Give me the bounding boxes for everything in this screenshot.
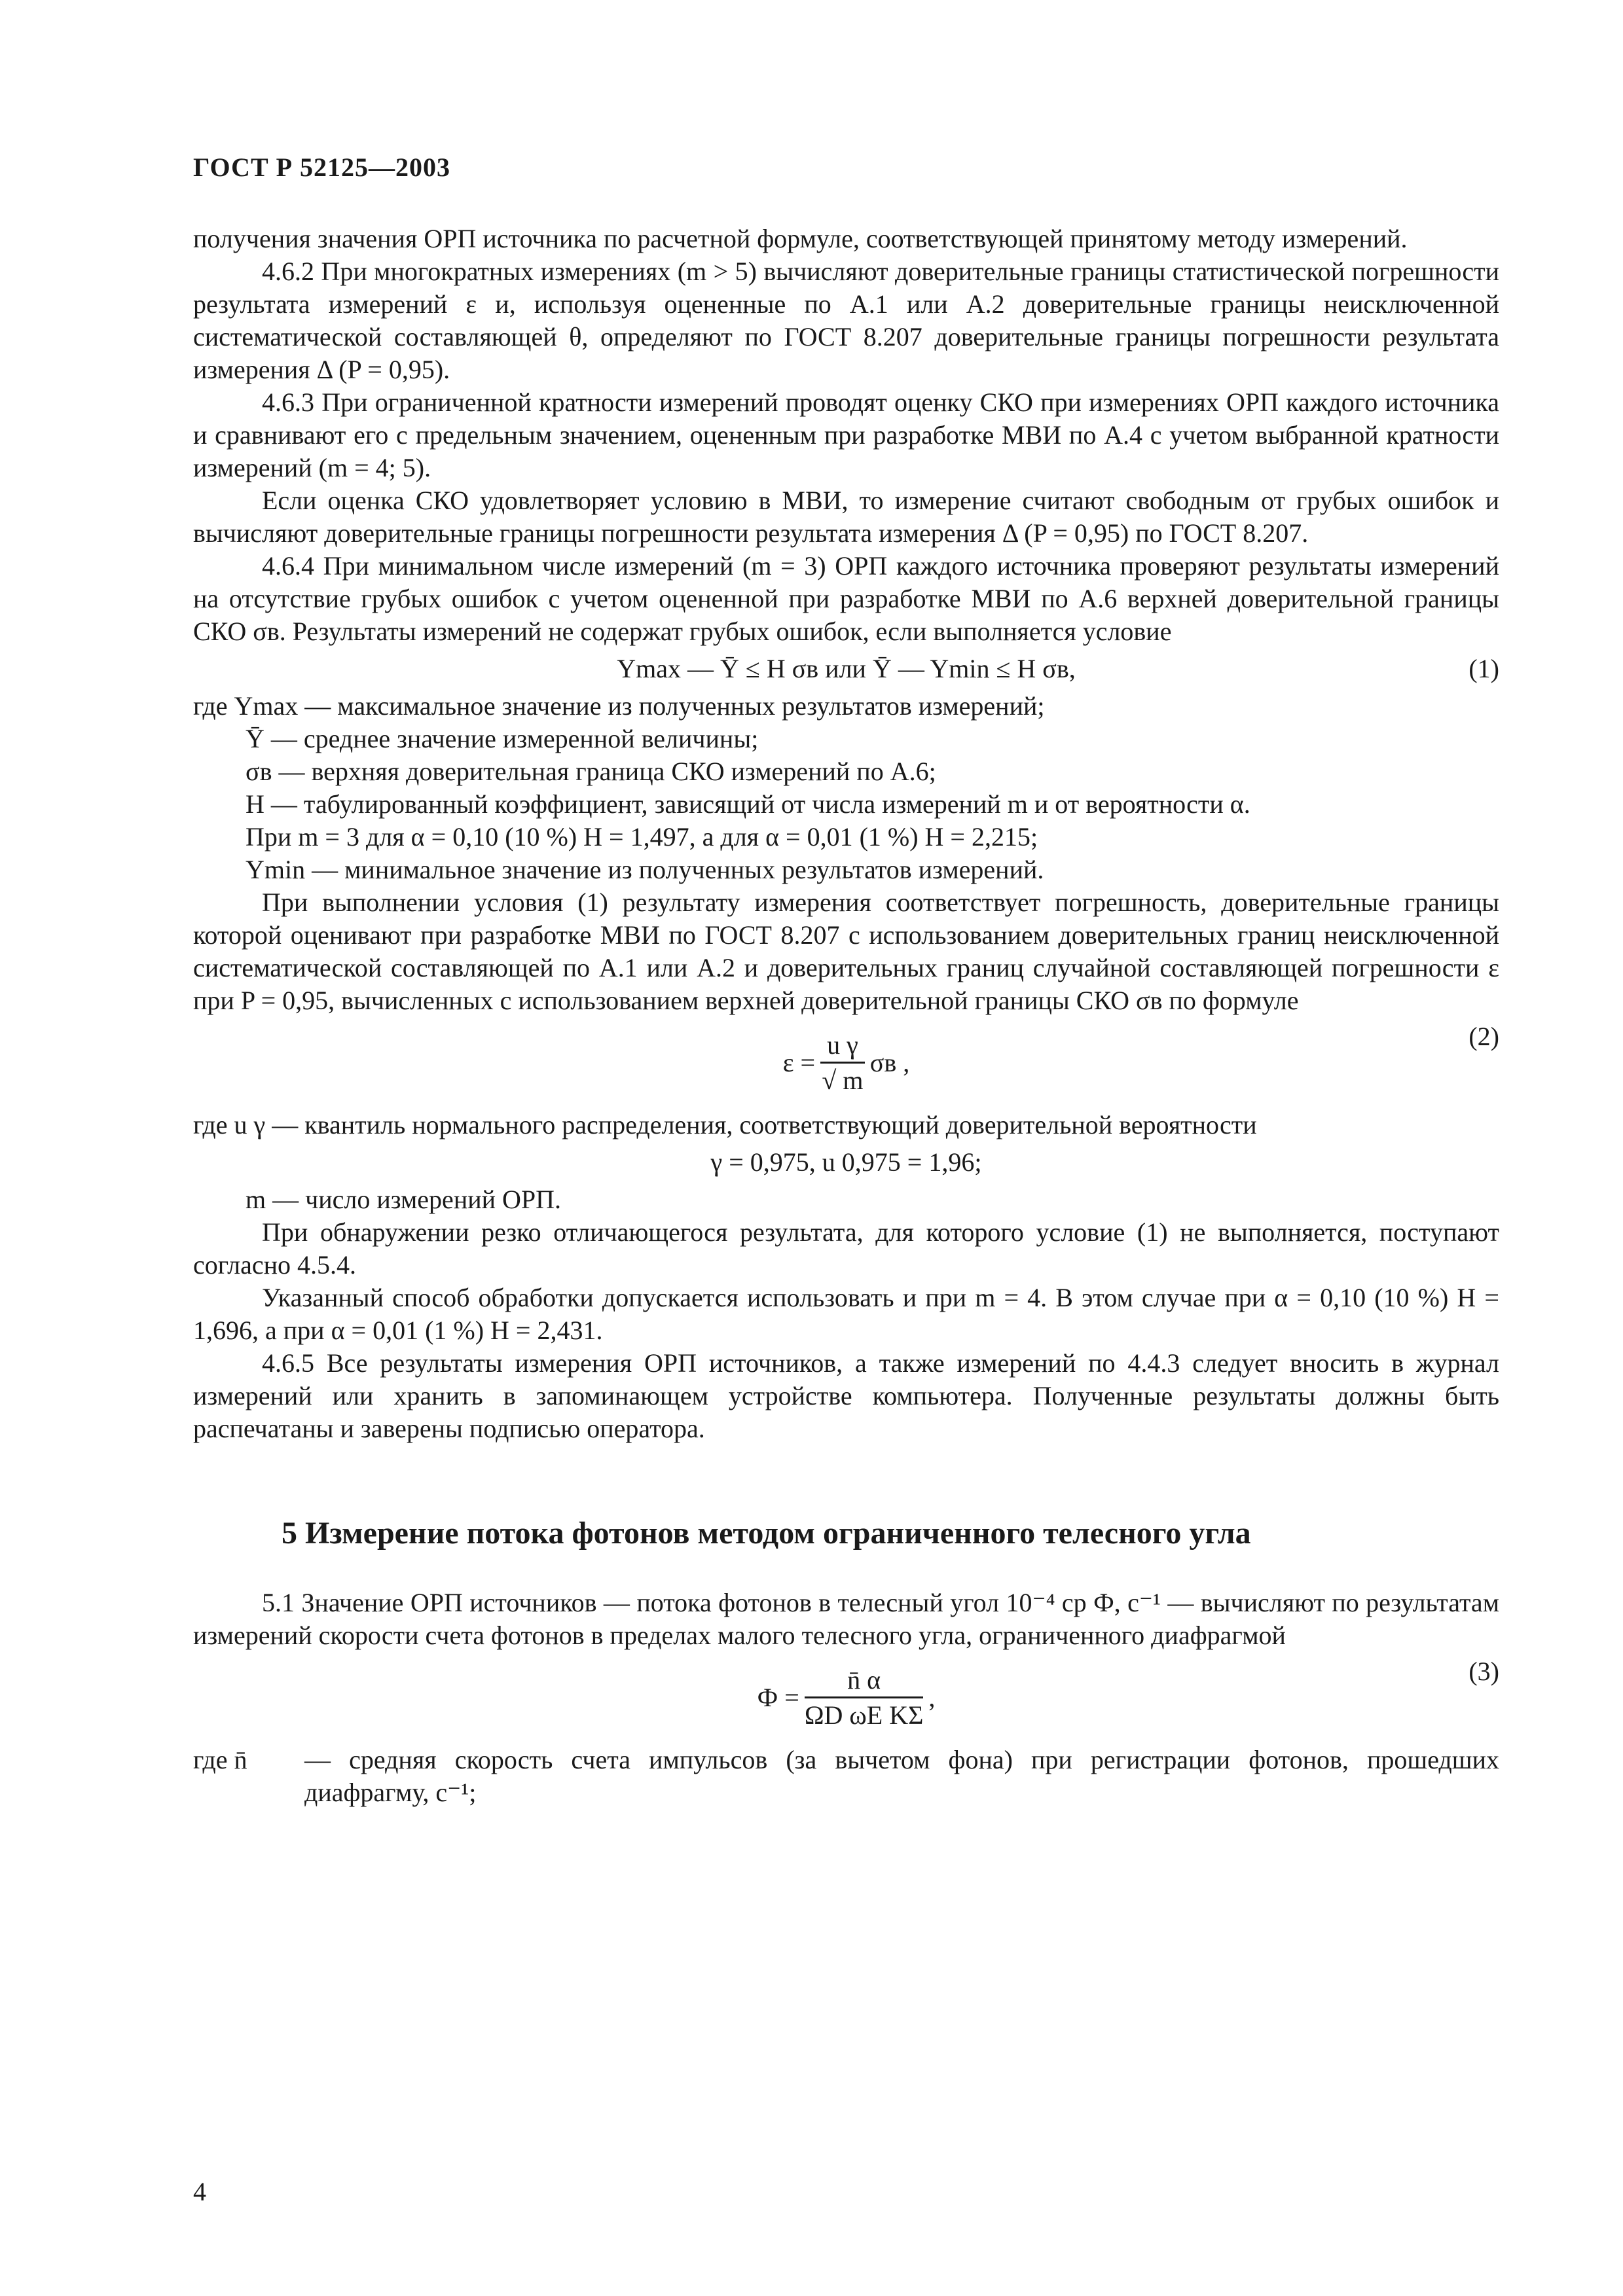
where-text: — средняя скорость счета импульсов (за вычетом фона) при регистрации фотонов, прошедших диафрагму, с⁻¹; [304, 1745, 1499, 1807]
formula-2-numerator: u γ [820, 1029, 865, 1064]
formula-3-numerator: n̄ α [805, 1664, 924, 1698]
formula-3-tail: , [928, 1683, 936, 1712]
paragraph: получения значения ОРП источника по расчетной формуле, соответствующей принятому методу измерений. [193, 224, 1408, 253]
formula-2-rhs: σв , [869, 1048, 910, 1077]
page-number: 4 [193, 2177, 206, 2206]
where-item: m — число измерений ОРП. [246, 1185, 562, 1214]
document-body [193, 223, 1499, 1809]
gamma-values [193, 1141, 1499, 1183]
paragraph-4-6-4: 4.6.4 При минимальном числе измерений (m = 3) ОРП каждого источника проверяют результаты измерений на отсутствие грубых ошибок с учетом оцененной при разработке МВИ по А.6 верхней доверительной границы СКО σв. Результаты измерений не содержат грубых ошибок, если выполняется условие [193, 551, 1499, 646]
formula-2-fraction [820, 1029, 865, 1098]
paragraph-4-6-5: 4.6.5 Все результаты измерения ОРП источников, а также измерений по 4.4.3 следует вносить в журнал измерений или хранить в запоминающем устройстве компьютера. Полученные результаты должны быть распечатаны и заверены подписью оператора. [193, 1348, 1499, 1443]
where-item: Ymin — минимальное значение из полученных результатов измерений. [246, 855, 1044, 884]
paragraph-5-1: 5.1 Значение ОРП источников — потока фотонов в телесный угол 10⁻⁴ ср Ф, с⁻¹ — вычисляют по результатам измерений скорости счета фотонов в пределах малого телесного угла, ограниченного диафрагмой [193, 1588, 1499, 1650]
where-item: где u γ — квантиль нормального распределения, соответствующий доверительной вероятности [193, 1110, 1257, 1139]
formula-1-expression: Ymax — Ȳ ≤ H σв или Ȳ — Ymin ≤ H σв, [617, 654, 1076, 683]
where-item: где Ymax — максимальное значение из полученных результатов измерений; [193, 691, 1045, 721]
formula-2-number: (2) [1468, 1022, 1499, 1051]
where-item: Ȳ — среднее значение измеренной величины; [246, 724, 759, 753]
formula-3-denominator: ΩD ωE KΣ [804, 1700, 924, 1730]
paragraph: Указанный способ обработки допускается использовать и при m = 4. В этом случае при α = 0,10 (10 %) H = 1,696, а при α = 0,01 (1 %) H = 2,431. [193, 1283, 1499, 1345]
formula-3-number: (3) [1468, 1657, 1499, 1686]
formula-2 [193, 1017, 1499, 1109]
section-5-title: 5 Измерение потока фотонов методом ограниченного телесного угла [282, 1516, 1251, 1551]
formula-3-lhs: Ф = [757, 1683, 799, 1712]
where-item-n [193, 1744, 1499, 1809]
formula-2-lhs: ε = [782, 1048, 816, 1077]
where-item: σв — верхняя доверительная граница СКО измерений по А.6; [246, 757, 936, 786]
where-item: При m = 3 для α = 0,10 (10 %) H = 1,497, а для α = 0,01 (1 %) H = 2,215; [246, 822, 1038, 852]
where-item: H — табулированный коэффициент, зависящий от числа измерений m и от вероятности α. [246, 789, 1250, 819]
formula-2-denominator: √ m [822, 1065, 864, 1095]
paragraph-4-6-3: 4.6.3 При ограниченной кратности измерений проводят оценку СКО при измерениях ОРП каждого источника и сравнивают его с предельным значением, оцененным при разработке МВИ по А.4 с учетом выбранной кратности измерений (m = 4; 5). [193, 387, 1499, 482]
formula-3-fraction [805, 1664, 924, 1732]
paragraph: При выполнении условия (1) результату измерения соответствует погрешность, доверительные границы которой оценивают при разработке МВИ по ГОСТ 8.207 с использованием доверительных границ неисключенной систематической составляющей по А.1 или А.2 и доверительных границ случайной составляющей погрешности ε при P = 0,95, вычисленных с использованием верхней доверительной границы СКО σв по формуле [193, 888, 1499, 1015]
formula-1-number: (1) [1468, 654, 1499, 683]
document-header: ГОСТ Р 52125—2003 [193, 152, 451, 182]
gamma-expression: γ = 0,975, u 0,975 = 1,96; [710, 1147, 982, 1177]
where-label: где n̄ [193, 1745, 247, 1774]
formula-1 [193, 648, 1499, 690]
formula-3 [193, 1652, 1499, 1744]
paragraph: При обнаружении резко отличающегося результата, для которого условие (1) не выполняется, поступают согласно 4.5.4. [193, 1217, 1499, 1280]
paragraph: Если оценка СКО удовлетворяет условию в МВИ, то измерение считают свободным от грубых ошибок и вычисляют доверительные границы погрешности результата измерения Δ (P = 0,95) по ГОСТ 8.207. [193, 486, 1499, 548]
paragraph-4-6-2: 4.6.2 При многократных измерениях (m > 5) вычисляют доверительные границы статистической погрешности результата измерений ε и, используя оцененные по А.1 или А.2 доверительные границы неисключенной систематической составляющей θ, определяют по ГОСТ 8.207 доверительные границы погрешности результата измерения Δ (P = 0,95). [193, 257, 1499, 384]
